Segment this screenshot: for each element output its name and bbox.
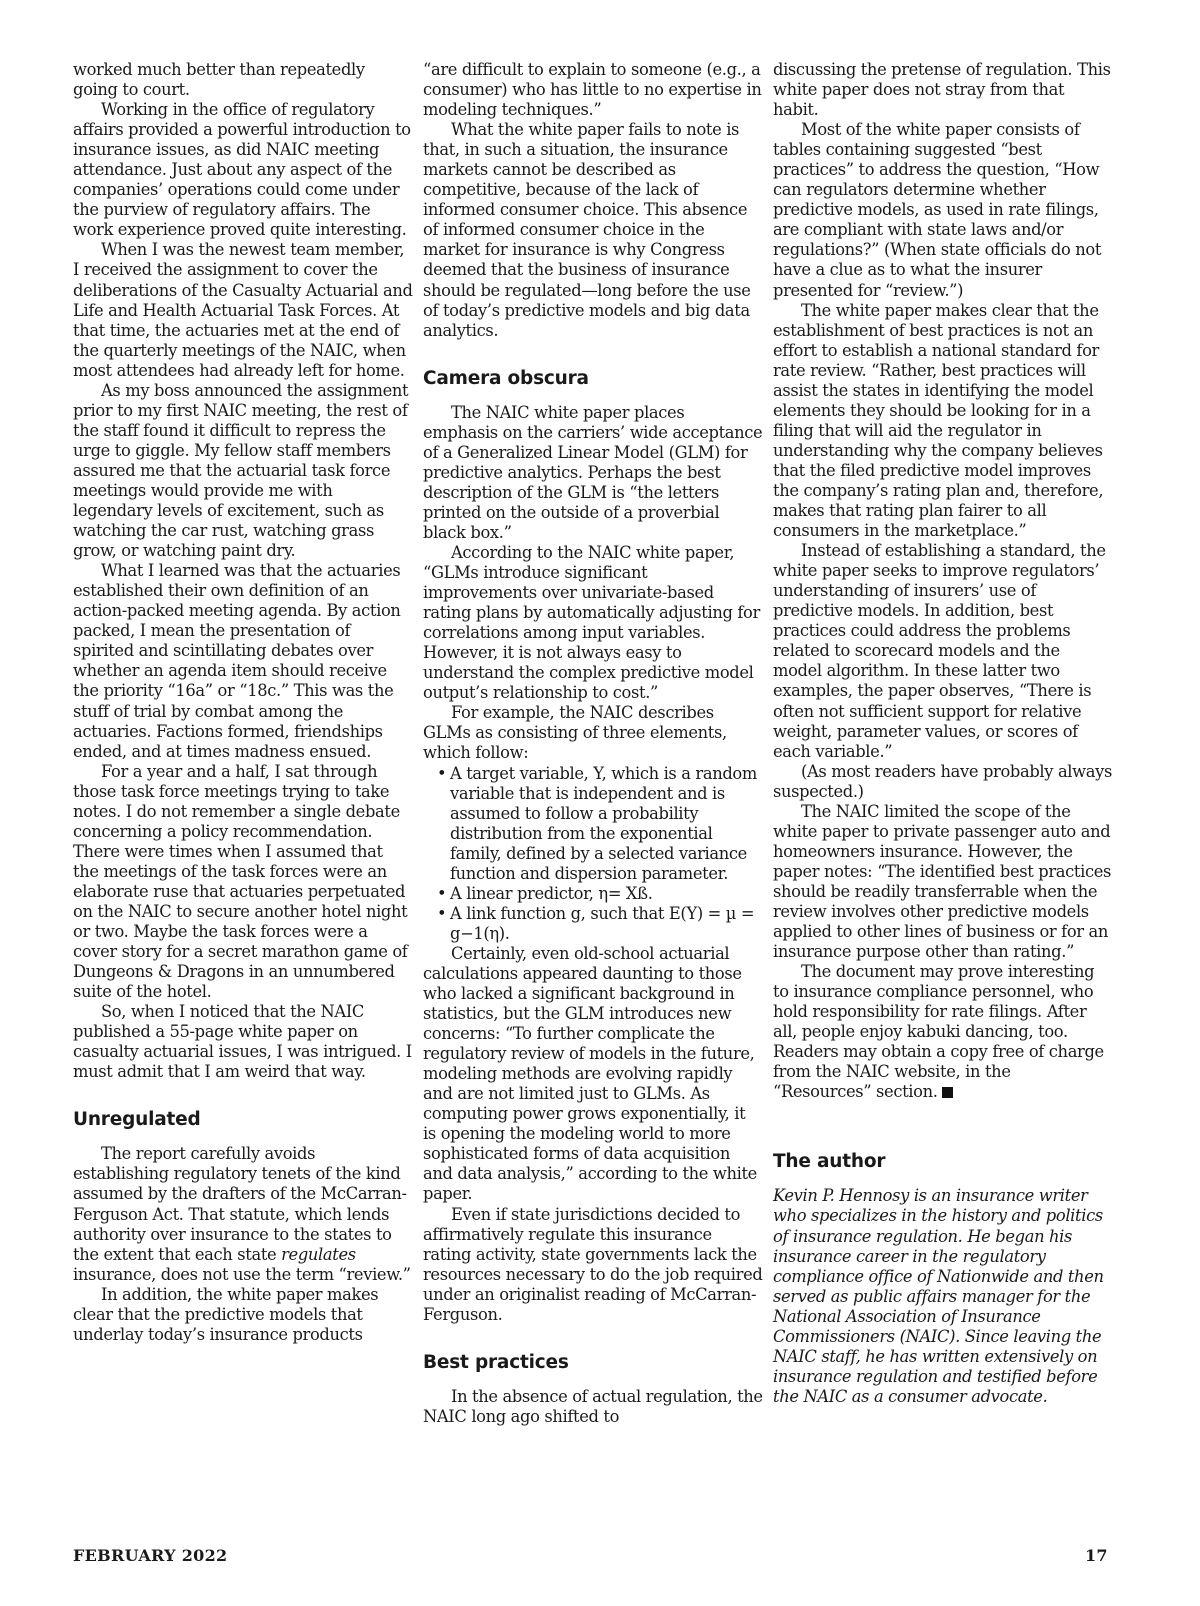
- list-item: [437, 903, 763, 944]
- glm-elements-list: [423, 764, 763, 944]
- paragraph: For example, the NAIC describes GLMs as consisting of three elements, which follow:: [423, 703, 727, 763]
- column-2: [423, 60, 763, 1427]
- bullet-icon: •: [437, 763, 447, 783]
- end-mark-icon: [942, 1087, 953, 1098]
- list-item-text: A linear predictor, η= Xß.: [450, 883, 653, 903]
- paragraph: As my boss announced the assignment prior to my first NAIC meeting, the rest of the staff found it difficult to repress the urge to giggle. My fellow staff members assured me that the actuarial task force meetings would provide me with legendary levels of excitement, such as watching the car rust, watching grass grow, or watching paint dry.: [73, 380, 409, 561]
- list-item: [437, 883, 763, 904]
- paragraph: So, when I noticed that the NAIC published a 55-page white paper on casualty actuarial issues, I was intrigued. I must admit that I am weird that way.: [73, 1002, 412, 1082]
- paragraph: In the absence of actual regulation, the NAIC long ago shifted to: [423, 1386, 763, 1426]
- section-heading-unregulated: Unregulated: [73, 1109, 201, 1131]
- paragraph: (As most readers have probably always suspected.): [773, 761, 1112, 801]
- section-heading-best-practices: Best practices: [423, 1351, 569, 1373]
- paragraph: According to the NAIC white paper, “GLMs introduce significant improvements over univariate-based rating plans by automatically adjusting for correlations among input variables. However, it is not always easy to understand the complex predictive model output’s relationship to cost.”: [423, 542, 760, 703]
- bullet-icon: •: [437, 883, 447, 903]
- page-number: 17: [1085, 1546, 1108, 1565]
- author-bio: Kevin P. Hennosy is an insurance writer who specializes in the history and politics of insurance regulation. He began his insurance career in the regulatory compliance office of Nationwide and then served as public affairs manager for the National Association of Insurance Commissioners (NAIC). Since leaving the NAIC staff, he has written extensively on insurance regulation and testified before the NAIC as a consumer advocate.: [773, 1186, 1104, 1406]
- paragraph: discussing the pretense of regulation. This white paper does not stray from that habit.: [773, 60, 1111, 120]
- bullet-icon: •: [437, 903, 447, 923]
- paragraph: [773, 962, 1113, 1102]
- paragraph: [73, 1144, 413, 1284]
- paragraph: When I was the newest team member, I received the assignment to cover the deliberations of the Casualty Actuarial and Life and Health Actuarial Task Forces. At that time, the actuaries met at the end of the quarterly meetings of the NAIC, when most attendees had already left for home.: [73, 240, 413, 380]
- text-run: insurance, does not use the term “review.”: [73, 1264, 411, 1284]
- paragraph: The white paper makes clear that the establishment of best practices is not an effort to establish a national standard for rate review. “Rather, best practices will assist the states in identifying the model elements they should be looking for in a filing that will aid the regulator in understanding why the company believes that the filed predictive model improves the company’s rating plan and, therefore, makes that rating plan fairer to all consumers in the marketplace.”: [773, 300, 1104, 541]
- section-heading-the-author: The author: [773, 1151, 886, 1173]
- list-item-text: A link function g, such that E(Y) = µ = g−1(η).: [450, 903, 755, 943]
- paragraph: What the white paper fails to note is that, in such a situation, the insurance markets cannot be described as competitive, because of the lack of informed consumer choice. This absence of informed consumer choice in the market for insurance is why Congress deemed that the business of insurance should be regulated—long before the use of today’s predictive models and big data analytics.: [423, 120, 751, 340]
- paragraph: In addition, the white paper makes clear that the predictive models that underlay today’s insurance products: [73, 1284, 379, 1344]
- paragraph: worked much better than repeatedly going to court.: [73, 60, 365, 100]
- column-3: [773, 60, 1113, 1407]
- section-heading-camera-obscura: Camera obscura: [423, 367, 589, 389]
- paragraph: The NAIC white paper places emphasis on the carriers’ wide acceptance of a Generalized Linear Model (GLM) for predictive analytics. Perhaps the best description of the GLM is “the letters printed on the outside of a proverbial black box.”: [423, 402, 763, 542]
- list-item: [437, 763, 763, 884]
- paragraph: Certainly, even old-school actuarial calculations appeared daunting to those who lacked a significant background in statistics, but the GLM introduces new concerns: “To further complicate the regulatory review of models in the future, modeling methods are evolving rapidly and are not limited just to GLMs. As computing power grows exponentially, it is opening the modeling world to more sophisticated forms of data acquisition and data analysis,” according to the white paper.: [423, 943, 757, 1204]
- paragraph: The NAIC limited the scope of the white paper to private passenger auto and homeowners insurance. However, the paper notes: “The identified best practices should be readily transferrable when the review involves other predictive models applied to other lines of business or for an insurance purpose other than rating.”: [773, 801, 1112, 962]
- text-run: The document may prove interesting to insurance compliance personnel, who hold responsibility for rate filings. After all, people enjoy kabuki dancing, too. Readers may obtain a copy free of charge from the NAIC website, in the “Resources” section.: [773, 962, 1104, 1102]
- paragraph: “are difficult to explain to someone (e.g., a consumer) who has little to no expertise in modeling techniques.”: [423, 60, 762, 120]
- paragraph: Even if state jurisdictions decided to affirmatively regulate this insurance rating activity, state governments lack the resources necessary to do the job required under an originalist reading of McCarran-Ferguson.: [423, 1204, 763, 1324]
- list-item-text: A target variable, Y, which is a random variable that is independent and is assumed to follow a probability distribution from the exponential family, defined by a selected variance function and dispersion parameter.: [450, 763, 757, 883]
- paragraph: Working in the office of regulatory affairs provided a powerful introduction to insurance issues, as did NAIC meeting attendance. Just about any aspect of the companies’ operations could come under the purview of regulatory affairs. The work experience proved quite interesting.: [73, 100, 411, 240]
- column-1: [73, 60, 413, 1345]
- paragraph: For a year and a half, I sat through those task force meetings trying to take notes. I do not remember a single debate concerning a policy recommendation. There were times when I assumed that the meetings of the task forces were an elaborate ruse that actuaries perpetuated on the NAIC to secure another hotel night or two. Maybe the task forces were a cover story for a secret marathon game of Dungeons & Dragons in an unnumbered suite of the hotel.: [73, 761, 408, 1002]
- paragraph: What I learned was that the actuaries established their own definition of an action-packed meeting agenda. By action packed, I mean the presentation of spirited and scintillating debates over whether an agenda item should receive the priority “16a” or “18c.” This was the stuff of trial by combat among the actuaries. Factions formed, friendships ended, and at times madness ensued.: [73, 561, 401, 761]
- paragraph: Most of the white paper consists of tables containing suggested “best practices” to address the question, “How can regulators determine whether predictive models, as used in rate filings, are compliant with state laws and/or regulations?” (When state officials do not have a clue as to what the insurer presented for “review.”): [773, 120, 1102, 300]
- text-run: The report carefully avoids establishing regulatory tenets of the kind assumed by the drafters of the McCarran-Ferguson Act. That statute, which lends authority over insurance to the states to the extent that each state: [73, 1144, 407, 1264]
- paragraph: Instead of establishing a standard, the white paper seeks to improve regulators’ understanding of insurers’ use of predictive models. In addition, best practices could address the problems related to scorecard models and the model algorithm. In these latter two examples, the paper observes, “There is often not sufficient support for relative weight, parameter values, or scores of each variable.”: [773, 541, 1106, 761]
- issue-date: FEBRUARY 2022: [73, 1546, 228, 1565]
- emphasis-text: regulates: [281, 1244, 356, 1264]
